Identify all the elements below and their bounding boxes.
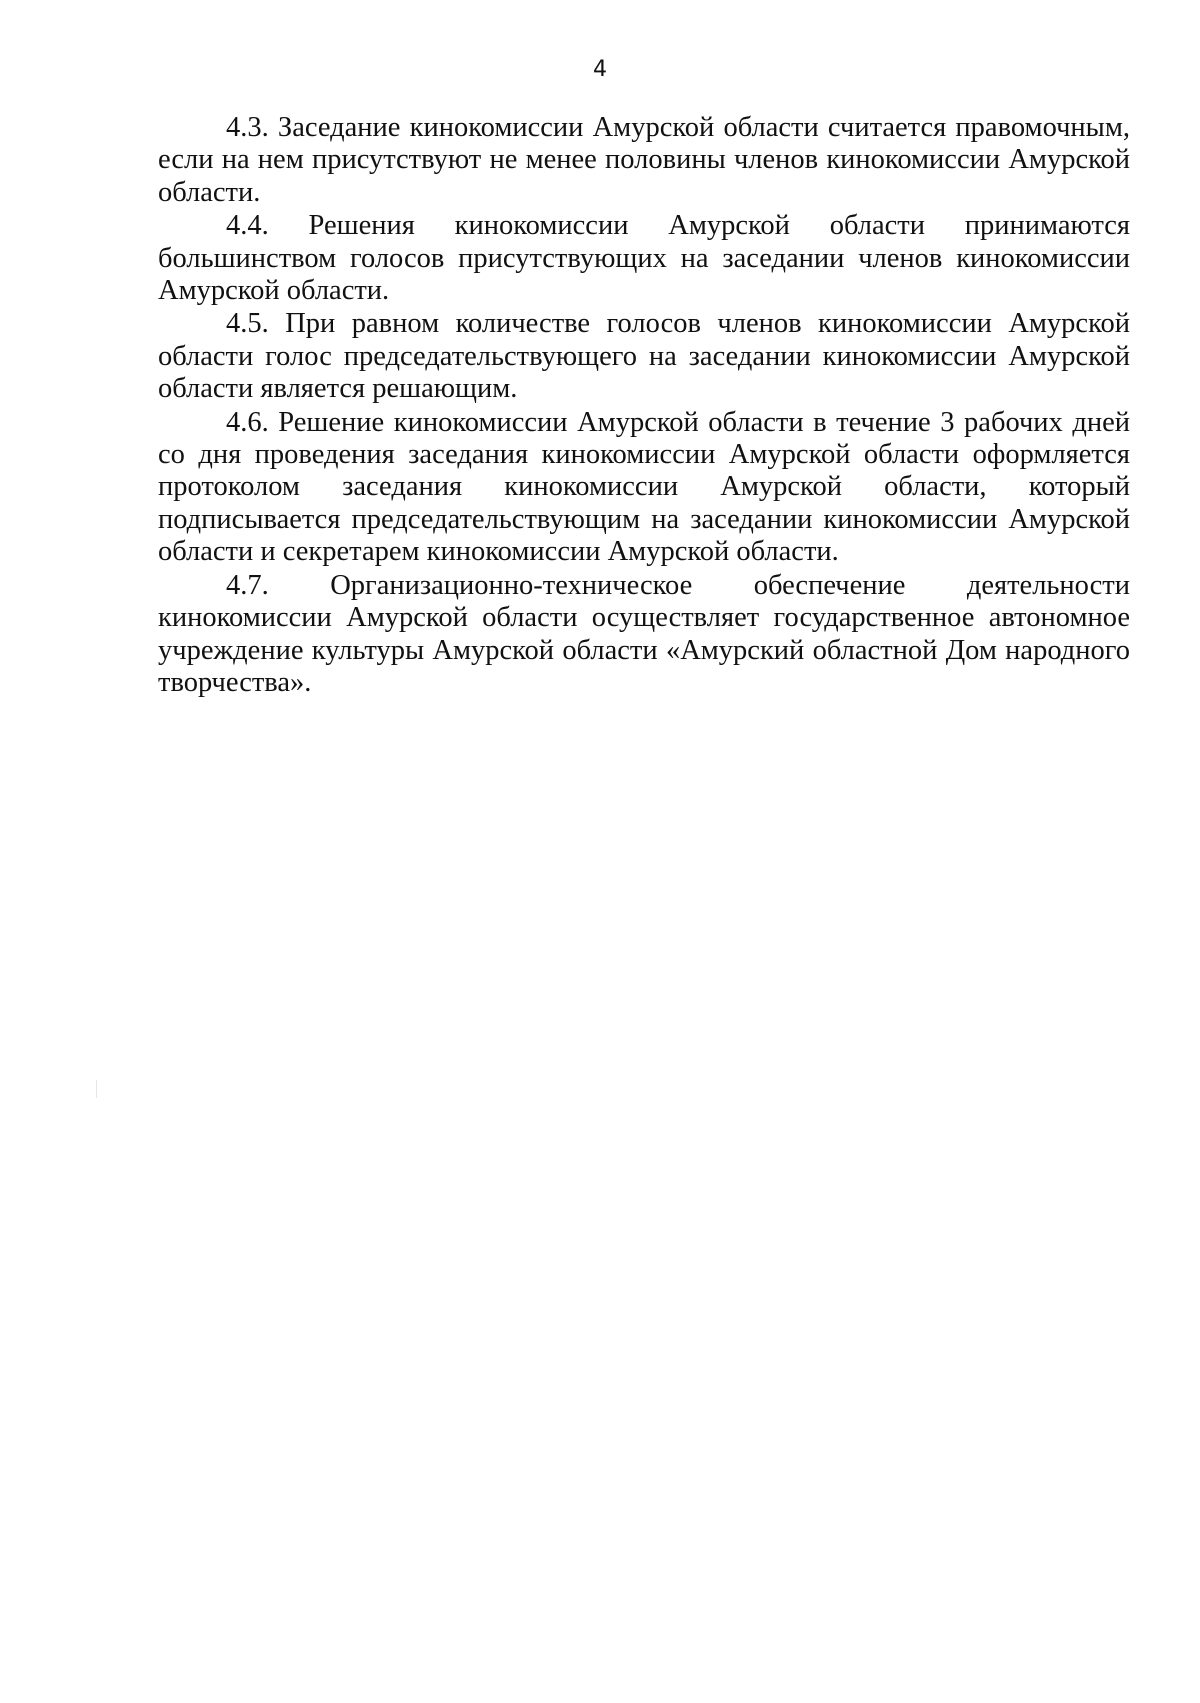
paragraph-4-4: 4.4. Решения кинокомиссии Амурской области принимаются большинством голосов присутствующих на заседании членов кинокомиссии Амурской области. [158,210,1130,307]
scan-artifact [96,1080,97,1098]
paragraph-4-6: 4.6. Решение кинокомиссии Амурской области в течение 3 рабочих дней со дня проведения заседания кинокомиссии Амурской области оформляется протоколом заседания кинокомиссии Амурской области, который подписывается председательствующим на заседании кинокомиссии Амурской области и секретарем кинокомиссии Амурской области. [158,406,1130,568]
page-number: 4 [593,57,607,82]
paragraph-4-7: 4.7. Организационно-техническое обеспечение деятельности кинокомиссии Амурской области осуществляет государственное автономное учреждение культуры Амурской области «Амурский областной Дом народного творчества». [158,569,1130,698]
document-body [158,112,1130,699]
paragraph-4-5: 4.5. При равном количестве голосов членов кинокомиссии Амурской области голос председательствующего на заседании кинокомиссии Амурской области является решающим. [158,308,1130,405]
paragraph-4-3: 4.3. Заседание кинокомиссии Амурской области считается правомочным, если на нем присутствуют не менее половины членов кинокомиссии Амурской области. [158,112,1130,208]
